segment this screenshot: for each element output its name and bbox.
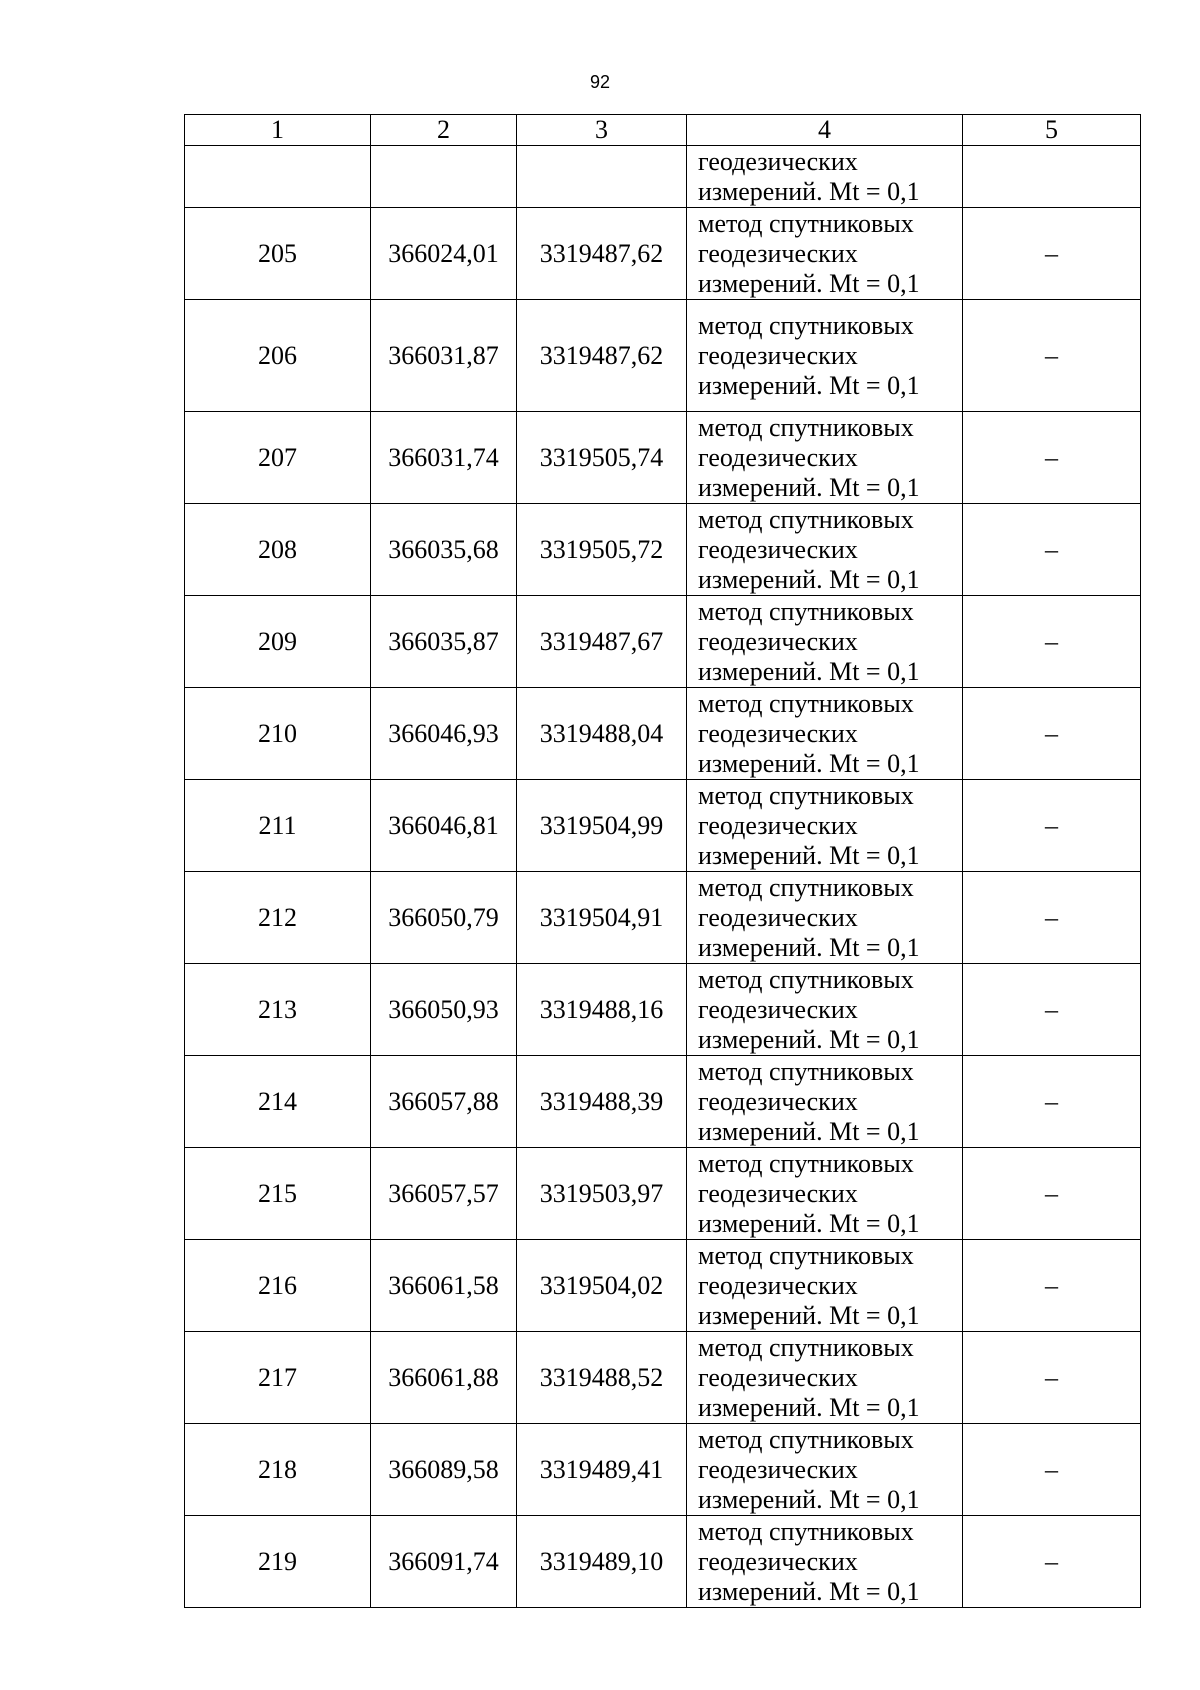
method-line: геодезических xyxy=(698,718,858,748)
cell-x: 366031,74 xyxy=(371,412,517,504)
cell-note: – xyxy=(963,780,1141,872)
method-line: метод спутниковых xyxy=(698,780,914,810)
method-line: геодезических xyxy=(698,994,858,1024)
table-row xyxy=(185,688,1141,780)
method-line: измерений. Mt = 0,1 xyxy=(698,472,920,502)
method-line: метод спутниковых xyxy=(698,964,914,994)
cell-num: 205 xyxy=(185,208,371,300)
cell-x: 366035,68 xyxy=(371,504,517,596)
table-row xyxy=(185,1516,1141,1608)
cell-y: 3319505,72 xyxy=(517,504,687,596)
table-row xyxy=(185,1424,1141,1516)
cell-x: 366024,01 xyxy=(371,208,517,300)
method-line: измерений. Mt = 0,1 xyxy=(698,370,920,400)
cell-note: – xyxy=(963,872,1141,964)
cell-method xyxy=(687,146,963,208)
cell-method xyxy=(687,1240,963,1332)
cell-x: 366046,93 xyxy=(371,688,517,780)
method-line: измерений. Mt = 0,1 xyxy=(698,1024,920,1054)
cell-num: 210 xyxy=(185,688,371,780)
method-line: метод спутниковых xyxy=(698,504,914,534)
cell-method xyxy=(687,1516,963,1608)
table-row xyxy=(185,872,1141,964)
cell-x: 366035,87 xyxy=(371,596,517,688)
cell-note: – xyxy=(963,300,1141,412)
cell-note: – xyxy=(963,1056,1141,1148)
method-line: метод спутниковых xyxy=(698,596,914,626)
cell-x: 366046,81 xyxy=(371,780,517,872)
cell-y: 3319488,39 xyxy=(517,1056,687,1148)
cell-method xyxy=(687,1424,963,1516)
cell-y: 3319489,41 xyxy=(517,1424,687,1516)
cell-num: 215 xyxy=(185,1148,371,1240)
method-line: геодезических xyxy=(698,442,858,472)
cell-y: 3319505,74 xyxy=(517,412,687,504)
cell-note: – xyxy=(963,208,1141,300)
cell-method xyxy=(687,596,963,688)
cell-num: 217 xyxy=(185,1332,371,1424)
cell-note: – xyxy=(963,1240,1141,1332)
cell-y: 3319488,16 xyxy=(517,964,687,1056)
table-row xyxy=(185,412,1141,504)
table-row xyxy=(185,964,1141,1056)
cell-num: 211 xyxy=(185,780,371,872)
method-line: геодезических xyxy=(698,238,858,268)
method-line: геодезических xyxy=(698,1178,858,1208)
cell-y: 3319488,04 xyxy=(517,688,687,780)
method-line: метод спутниковых xyxy=(698,412,914,442)
cell-y xyxy=(517,146,687,208)
table-row xyxy=(185,208,1141,300)
method-line: геодезических xyxy=(698,1454,858,1484)
cell-method xyxy=(687,688,963,780)
header-col-2: 2 xyxy=(371,115,517,146)
cell-y: 3319487,62 xyxy=(517,208,687,300)
cell-method xyxy=(687,300,963,412)
method-line: геодезических xyxy=(698,626,858,656)
method-line: измерений. Mt = 0,1 xyxy=(698,1116,920,1146)
cell-y: 3319503,97 xyxy=(517,1148,687,1240)
cell-note: – xyxy=(963,1424,1141,1516)
method-line: геодезических xyxy=(698,1362,858,1392)
table-row xyxy=(185,1240,1141,1332)
cell-num xyxy=(185,146,371,208)
cell-note xyxy=(963,146,1141,208)
cell-method xyxy=(687,1148,963,1240)
cell-method xyxy=(687,1332,963,1424)
method-line: измерений. Mt = 0,1 xyxy=(698,564,920,594)
cell-num: 214 xyxy=(185,1056,371,1148)
method-line: геодезических xyxy=(698,1546,858,1576)
cell-method xyxy=(687,208,963,300)
method-line: метод спутниковых xyxy=(698,1240,914,1270)
cell-y: 3319487,67 xyxy=(517,596,687,688)
method-line: измерений. Mt = 0,1 xyxy=(698,1300,920,1330)
method-line: метод спутниковых xyxy=(698,1332,914,1362)
header-col-4: 4 xyxy=(687,115,963,146)
header-row xyxy=(185,115,1141,146)
cell-x xyxy=(371,146,517,208)
cell-num: 219 xyxy=(185,1516,371,1608)
method-line: метод спутниковых xyxy=(698,1516,914,1546)
cell-x: 366057,88 xyxy=(371,1056,517,1148)
table-body xyxy=(185,146,1141,1608)
header-col-5: 5 xyxy=(963,115,1141,146)
table-row xyxy=(185,300,1141,412)
method-line: измерений. Mt = 0,1 xyxy=(698,1484,920,1514)
cell-x: 366057,57 xyxy=(371,1148,517,1240)
method-line: метод спутниковых xyxy=(698,1148,914,1178)
method-line: геодезических xyxy=(698,902,858,932)
method-line: метод спутниковых xyxy=(698,1424,914,1454)
cell-num: 212 xyxy=(185,872,371,964)
cell-note: – xyxy=(963,504,1141,596)
cell-note: – xyxy=(963,964,1141,1056)
method-line: измерений. Mt = 0,1 xyxy=(698,1208,920,1238)
cell-y: 3319504,99 xyxy=(517,780,687,872)
method-line: измерений. Mt = 0,1 xyxy=(698,1392,920,1422)
method-line: измерений. Mt = 0,1 xyxy=(698,176,920,206)
cell-num: 208 xyxy=(185,504,371,596)
cell-y: 3319488,52 xyxy=(517,1332,687,1424)
cell-method xyxy=(687,780,963,872)
cell-y: 3319504,02 xyxy=(517,1240,687,1332)
cell-x: 366091,74 xyxy=(371,1516,517,1608)
cell-note: – xyxy=(963,596,1141,688)
cell-method xyxy=(687,412,963,504)
cell-method xyxy=(687,1056,963,1148)
cell-note: – xyxy=(963,412,1141,504)
table-row xyxy=(185,1332,1141,1424)
cell-num: 218 xyxy=(185,1424,371,1516)
coordinates-table xyxy=(184,114,1141,1608)
cell-x: 366050,93 xyxy=(371,964,517,1056)
coordinates-table-wrap xyxy=(184,114,1140,1608)
cell-method xyxy=(687,504,963,596)
method-line: геодезических xyxy=(698,1086,858,1116)
method-line: метод спутниковых xyxy=(698,310,914,340)
method-line: геодезических xyxy=(698,534,858,564)
method-line: геодезических xyxy=(698,340,858,370)
cell-num: 207 xyxy=(185,412,371,504)
cell-num: 216 xyxy=(185,1240,371,1332)
continuation-row xyxy=(185,146,1141,208)
cell-method xyxy=(687,872,963,964)
cell-note: – xyxy=(963,688,1141,780)
table-row xyxy=(185,596,1141,688)
cell-x: 366031,87 xyxy=(371,300,517,412)
cell-method xyxy=(687,964,963,1056)
cell-note: – xyxy=(963,1516,1141,1608)
method-line: измерений. Mt = 0,1 xyxy=(698,840,920,870)
cell-num: 206 xyxy=(185,300,371,412)
method-line: метод спутниковых xyxy=(698,208,914,238)
method-line: метод спутниковых xyxy=(698,688,914,718)
cell-x: 366089,58 xyxy=(371,1424,517,1516)
method-line: измерений. Mt = 0,1 xyxy=(698,932,920,962)
page-number: 92 xyxy=(589,72,611,92)
table-row xyxy=(185,504,1141,596)
header-col-1: 1 xyxy=(185,115,371,146)
method-line: измерений. Mt = 0,1 xyxy=(698,748,920,778)
cell-num: 213 xyxy=(185,964,371,1056)
method-line: геодезических xyxy=(698,146,858,176)
method-line: измерений. Mt = 0,1 xyxy=(698,268,920,298)
cell-x: 366061,88 xyxy=(371,1332,517,1424)
cell-y: 3319487,62 xyxy=(517,300,687,412)
cell-y: 3319504,91 xyxy=(517,872,687,964)
method-line: геодезических xyxy=(698,1270,858,1300)
method-line: геодезических xyxy=(698,810,858,840)
method-line: измерений. Mt = 0,1 xyxy=(698,1576,920,1606)
method-line: метод спутниковых xyxy=(698,1056,914,1086)
method-line: метод спутниковых xyxy=(698,872,914,902)
method-line: измерений. Mt = 0,1 xyxy=(698,656,920,686)
cell-x: 366061,58 xyxy=(371,1240,517,1332)
table-row xyxy=(185,780,1141,872)
cell-x: 366050,79 xyxy=(371,872,517,964)
cell-y: 3319489,10 xyxy=(517,1516,687,1608)
cell-num: 209 xyxy=(185,596,371,688)
cell-note: – xyxy=(963,1332,1141,1424)
table-row xyxy=(185,1148,1141,1240)
table-row xyxy=(185,1056,1141,1148)
header-col-3: 3 xyxy=(517,115,687,146)
cell-note: – xyxy=(963,1148,1141,1240)
